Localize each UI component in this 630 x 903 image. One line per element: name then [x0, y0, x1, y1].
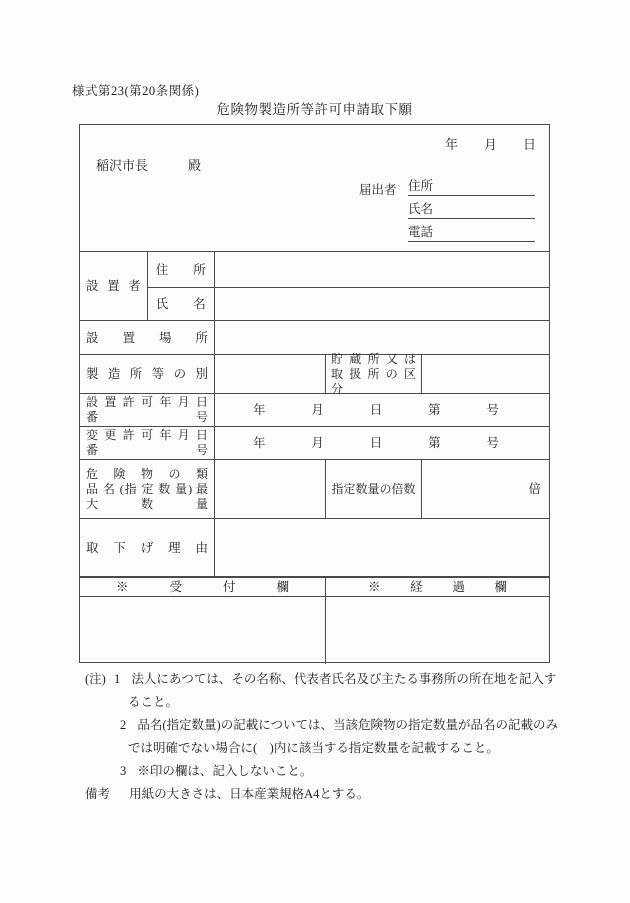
- note-2-line-1: [120, 717, 558, 734]
- progress-header: ※ 経 過 欄: [368, 580, 507, 594]
- establish-permit-value-text: 年 月 日 第 号: [253, 403, 499, 417]
- installer-name-label: 氏 名: [155, 297, 206, 311]
- office-use-header-row: [80, 576, 549, 596]
- facility-type-row: [80, 351, 549, 396]
- addressee-line: [96, 155, 201, 174]
- hazmat-label-line3: 大 数 量: [86, 496, 208, 511]
- form-number: 様式第23(第20条関係): [72, 84, 200, 98]
- multiple-value-cell: [421, 460, 549, 518]
- remark-label: 備考: [85, 787, 111, 801]
- note-2-text: 品名(指定数量)の記載については、当該危険物の指定数量が品名の記載のみ: [137, 718, 558, 732]
- establish-permit-label-line1: 設 置 許 可 年 月 日: [86, 395, 208, 409]
- storage-division-label-cell: [325, 351, 421, 396]
- reception-header: ※ 受 付 欄: [116, 580, 289, 594]
- date-line: 年 月 日: [444, 137, 536, 152]
- remark-line: [85, 786, 369, 803]
- applicant-phone-line: 電話: [408, 219, 535, 242]
- installer-row: [80, 251, 549, 320]
- hazmat-row: [80, 459, 549, 518]
- facility-type-label-cell: [80, 355, 214, 393]
- storage-division-value: [421, 355, 549, 393]
- office-use-body-row: [80, 596, 549, 664]
- installer-address-label: 住 所: [155, 262, 206, 277]
- progress-area: [325, 597, 549, 664]
- hazmat-label-line1: 危 険 物 の 類: [86, 466, 208, 481]
- location-label: 設 置 場 所: [86, 330, 208, 345]
- form-body-box: [79, 124, 550, 663]
- facility-type-value: [214, 355, 325, 393]
- change-permit-label-line2: 番 号: [86, 443, 208, 457]
- installer-name-label-cell: [147, 288, 214, 320]
- note-3-line-1: [120, 763, 312, 780]
- note-3-number: 3: [120, 764, 127, 778]
- change-permit-value: [214, 427, 549, 459]
- form-title: 危険物製造所等許可申請取下願: [216, 102, 413, 117]
- reception-area: [80, 597, 325, 664]
- withdrawal-reason-label: 取 下 げ 理 由: [86, 540, 208, 555]
- hazmat-value: [214, 460, 325, 518]
- change-permit-row: [80, 426, 549, 459]
- note-1-line-2: [128, 694, 178, 711]
- progress-header-cell: [325, 578, 549, 596]
- note-2-line-2: [128, 740, 499, 757]
- withdrawal-reason-value: [214, 519, 549, 576]
- note-1-text: 法人にあつては、その名称、代表者氏名及び主たる事務所の所在地を記入す: [131, 672, 557, 686]
- withdrawal-reason-label-cell: [80, 519, 214, 576]
- addressee-name: 稲沢市長: [96, 158, 149, 173]
- note-2-number: 2: [120, 718, 127, 732]
- installer-address-label-cell: [147, 252, 214, 287]
- installer-label-cell: [80, 252, 147, 320]
- establish-permit-row: [80, 393, 549, 426]
- change-permit-value-text: 年 月 日 第 号: [253, 436, 499, 450]
- note-1-number: 1: [113, 672, 121, 686]
- storage-division-label-line2: 取 扱 所 の 区 分: [331, 366, 416, 396]
- storage-division-label-line1: 貯 蔵 所 又 は: [331, 351, 416, 366]
- applicant-address-line: 住所: [408, 173, 535, 196]
- applicant-fields: [408, 173, 535, 242]
- change-permit-label-line1: 変 更 許 可 年 月 日: [86, 428, 208, 442]
- multiple-label-cell: [325, 460, 421, 518]
- remark-text: 用紙の大きさは、日本産業規格A4とする。: [129, 787, 370, 801]
- note-2-text-cont: では明確でない場合に( )内に該当する指定数量を記載すること。: [128, 741, 499, 755]
- installer-label: 設 置 者: [86, 279, 141, 293]
- hazmat-label-cell: [80, 460, 214, 518]
- location-label-cell: [80, 321, 214, 354]
- applicant-name-line: 氏名: [408, 196, 535, 219]
- multiple-label: 指定数量の倍数: [331, 481, 416, 496]
- note-heading: (注): [85, 672, 106, 686]
- hazmat-label-line2: 品 名 (指 定 数 量) 最: [86, 481, 208, 496]
- reception-header-cell: [80, 578, 325, 596]
- note-1-text-cont: ること。: [128, 695, 179, 709]
- installer-address-value: [214, 252, 549, 287]
- honorific: 殿: [188, 158, 202, 173]
- multiple-unit: 倍: [528, 482, 541, 496]
- facility-type-label: 製 造 所 等 の 別: [86, 367, 208, 381]
- location-value: [214, 321, 549, 354]
- location-row: [80, 320, 549, 354]
- establish-permit-value: [214, 394, 549, 426]
- note-3-text: ※印の欄は、記入しないこと。: [137, 764, 313, 778]
- installer-name-value: [214, 288, 549, 320]
- withdrawal-reason-row: [80, 518, 549, 576]
- establish-permit-label-cell: [80, 394, 214, 426]
- applicant-label: 届出者: [359, 183, 397, 197]
- change-permit-label-cell: [80, 427, 214, 459]
- note-1-line-1: [85, 671, 556, 688]
- establish-permit-label-line2: 番 号: [86, 410, 208, 424]
